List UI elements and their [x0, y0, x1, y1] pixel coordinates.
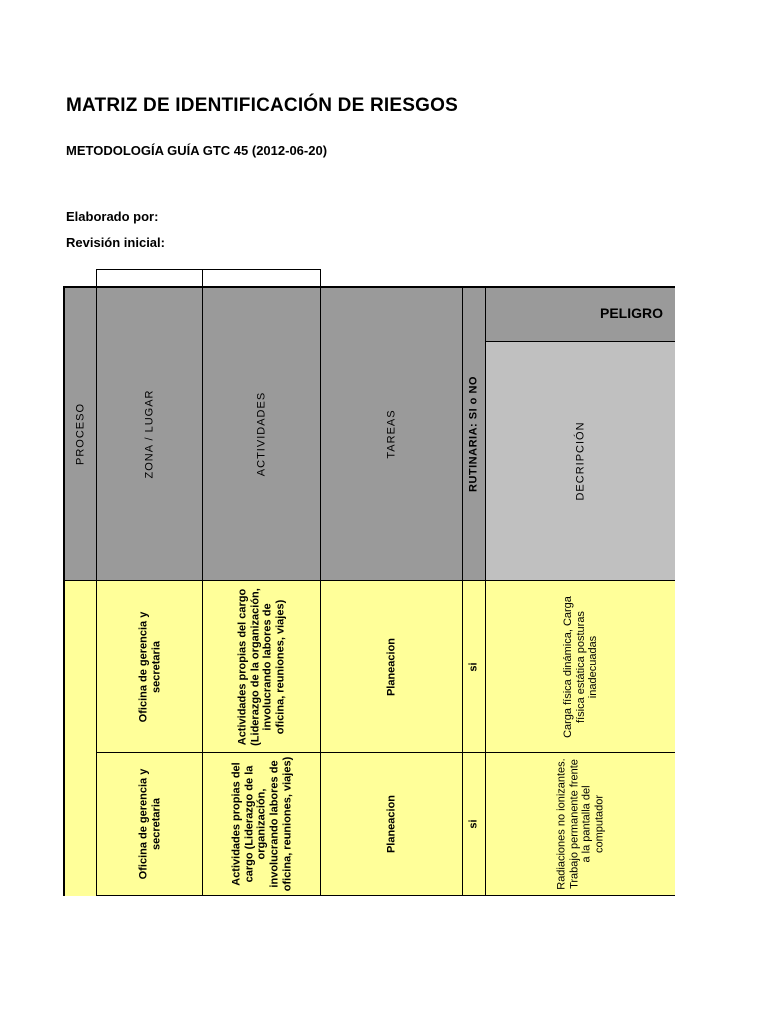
- row-1-zona: [96, 580, 203, 753]
- row-1-actividades: [202, 580, 321, 753]
- header-tareas: [320, 286, 463, 581]
- row-1-rutinaria: [462, 580, 486, 753]
- header-rutinaria: [462, 286, 486, 581]
- empty-cell-above-zona: [96, 269, 203, 287]
- row-2-actividades-text: Actividades propias del cargo (Liderazgo de la organización, involucrando labores de oficina, reuniones, viajes): [229, 756, 293, 892]
- header-rutinaria-label: RUTINARIA: SI o NO: [467, 376, 480, 492]
- row-1-descripcion: [485, 580, 675, 753]
- row-1-zona-text: Oficina de gerencia y secretaria: [136, 611, 162, 722]
- header-zona: [96, 286, 203, 581]
- header-actividades: [202, 286, 321, 581]
- row-1-tareas-text: Planeacion: [385, 637, 398, 696]
- row-1-descripcion-text: Carga física dinámica, Carga física estática posturas inadecuadas: [561, 595, 599, 738]
- row-2-zona-text: Oficina de gerencia y secretaria: [136, 768, 162, 880]
- proceso-cell: [63, 580, 97, 896]
- header-actividades-label: ACTIVIDADES: [255, 391, 268, 477]
- initial-review-label: Revisión inicial:: [66, 235, 165, 250]
- prepared-by-label: Elaborado por:: [66, 209, 159, 224]
- document-subtitle: METODOLOGÍA GUÍA GTC 45 (2012-06-20): [66, 143, 328, 158]
- header-peligro: [485, 286, 675, 342]
- header-descripcion: [485, 341, 675, 581]
- row-2-actividades: [202, 752, 321, 896]
- row-1-rutinaria-text: si: [467, 661, 480, 672]
- header-proceso: [63, 286, 97, 581]
- header-zona-label: ZONA / LUGAR: [143, 389, 156, 479]
- row-2-descripcion-text: Radiaciones no ionizantes. Trabajo permanente frente a la pantalla del computador: [555, 758, 606, 890]
- empty-cell-above-actividades: [202, 269, 321, 287]
- row-2-descripcion: [485, 752, 675, 896]
- row-1-tareas: [320, 580, 463, 753]
- row-2-zona: [96, 752, 203, 896]
- row-2-tareas: [320, 752, 463, 896]
- header-tareas-label: TAREAS: [385, 409, 398, 459]
- header-peligro-label: PELIGRO: [599, 305, 663, 321]
- document-title: MATRIZ DE IDENTIFICACIÓN DE RIESGOS: [66, 95, 458, 116]
- row-2-tareas-text: Planeacion: [385, 794, 398, 854]
- row-2-rutinaria-text: si: [467, 819, 480, 829]
- header-proceso-label: PROCESO: [74, 403, 87, 466]
- row-2-rutinaria: [462, 752, 486, 896]
- header-descripcion-label: DECRIPCIÓN: [574, 421, 587, 501]
- row-1-actividades-text: Actividades propias del cargo (Liderazgo de la organización, involucrando labores de oficina, reuniones, viajes): [236, 587, 287, 746]
